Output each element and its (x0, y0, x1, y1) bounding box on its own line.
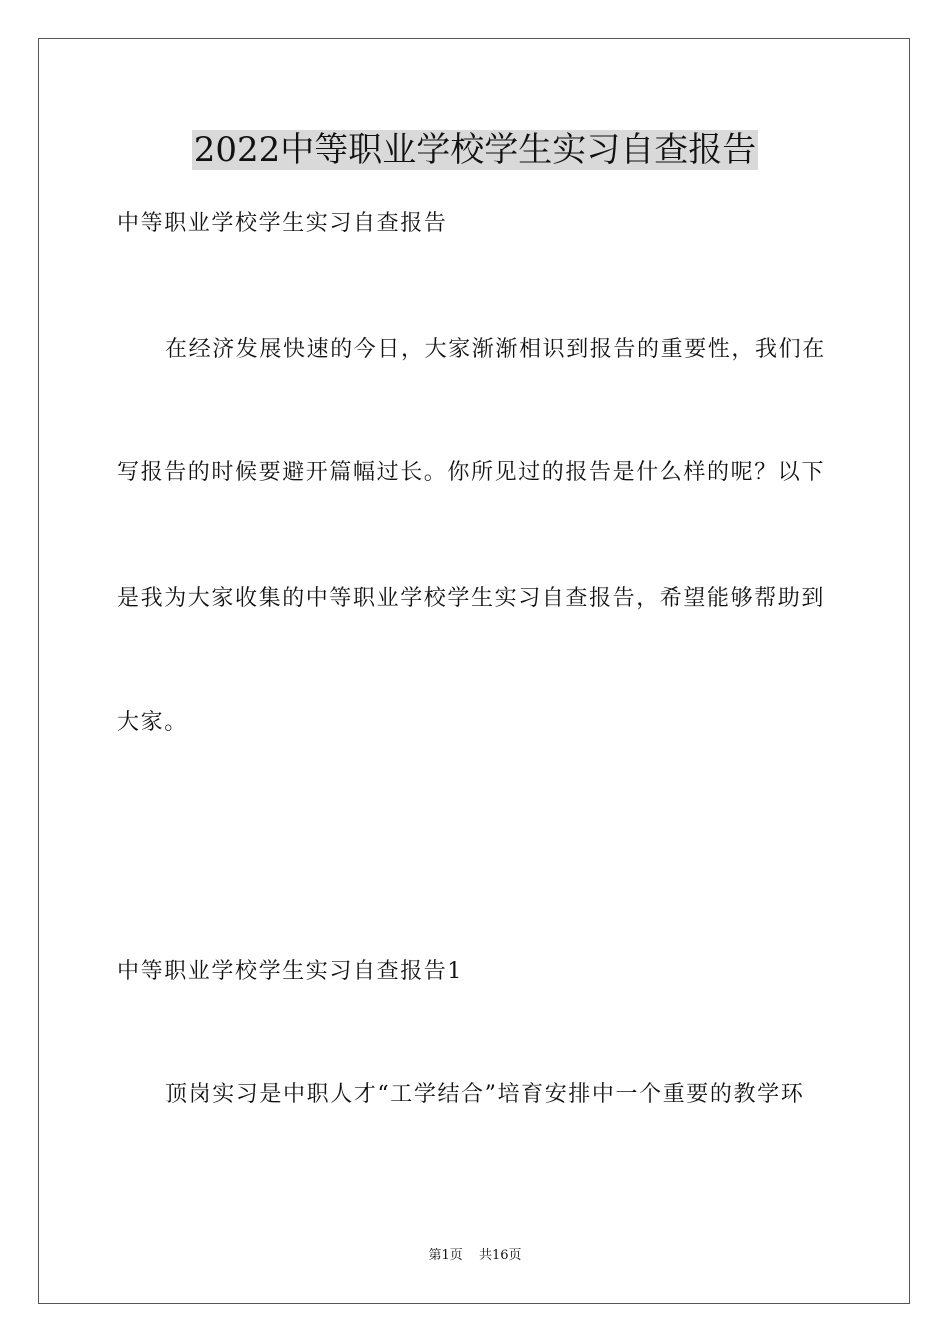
page-footer (0, 1247, 950, 1265)
total-pages: 共16页 (478, 1248, 522, 1263)
page-number: 第1页 (428, 1248, 463, 1263)
paragraph-line: 在经济发展快速的今日，大家渐渐相识到报告的重要性，我们在 (165, 337, 826, 362)
subtitle-line: 中等职业学校学生实习自查报告 (117, 211, 448, 236)
paragraph-line: 顶岗实习是中职人才“工学结合”培育安排中一个重要的教学环 (165, 1082, 805, 1107)
section-heading: 中等职业学校学生实习自查报告1 (117, 959, 463, 984)
paragraph-line: 大家。 (117, 710, 188, 735)
document-title (0, 124, 950, 176)
paragraph-line: 是我为大家收集的中等职业学校学生实习自查报告，希望能够帮助到 (117, 586, 826, 611)
document-title-text: 2022中等职业学校学生实习自查报告 (193, 130, 757, 170)
paragraph-line: 写报告的时候要避开篇幅过长。你所见过的报告是什么样的呢？以下 (117, 460, 826, 485)
